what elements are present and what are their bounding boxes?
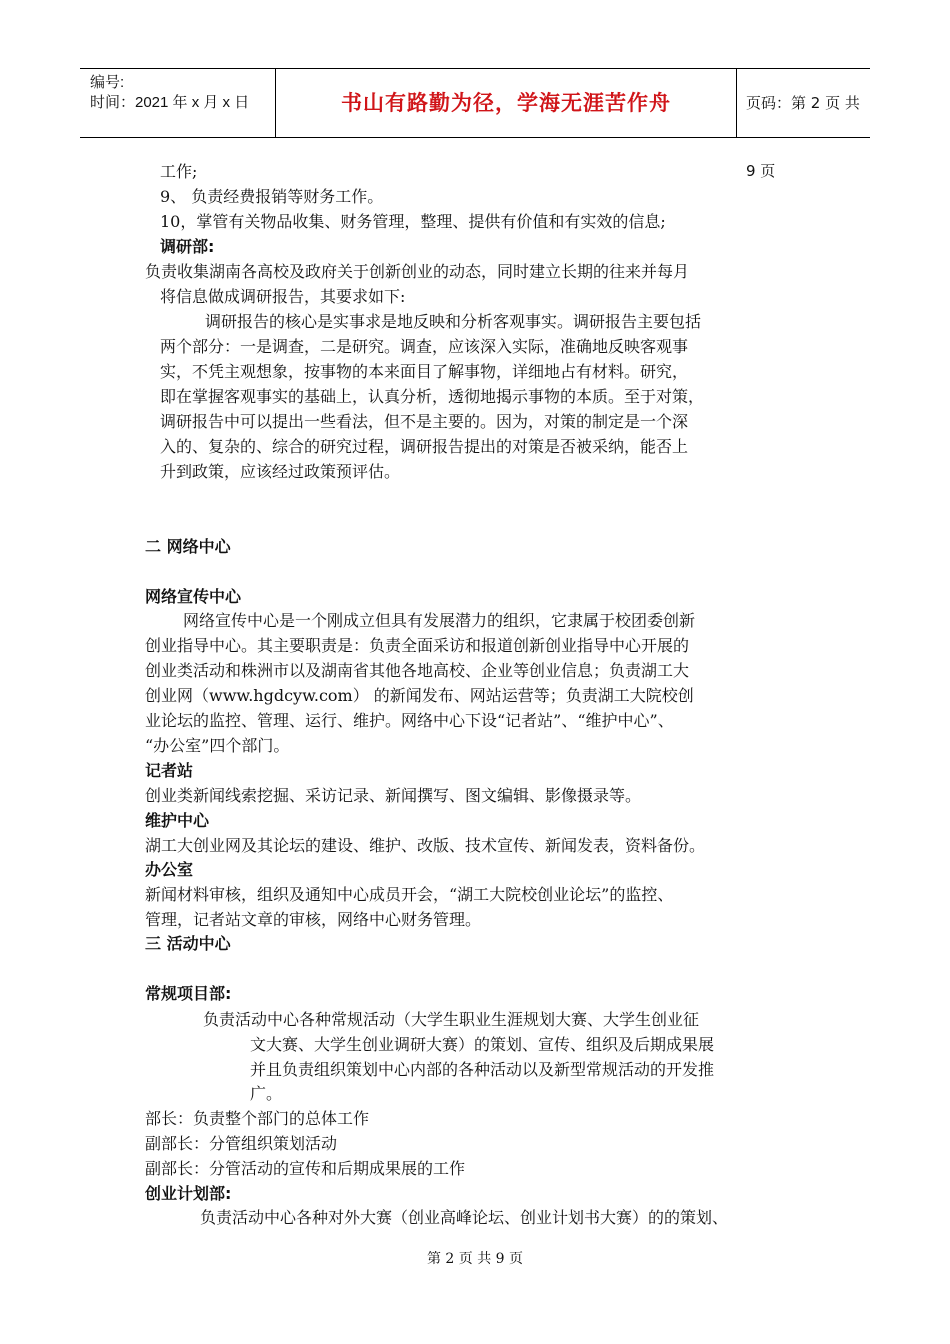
text-line: 业论坛的监控、管理、运行、维护。网络中心下设“记者站”、“维护中心”、 bbox=[145, 711, 674, 730]
text-line: 工作; bbox=[160, 162, 198, 181]
text-line: 两个部分：一是调查，二是研究。调查，应该深入实际，准确地反映客观事 bbox=[160, 337, 689, 356]
number-label: 编号: bbox=[90, 74, 125, 91]
subheading-regular-projects: 常规项目部: bbox=[145, 984, 232, 1003]
text-line: 副部长：分管活动的宣传和后期成果展的工作 bbox=[145, 1159, 466, 1178]
subheading-research-dept: 调研部: bbox=[160, 237, 215, 256]
time-label: 时间：2021 年 x 月 x 日 bbox=[90, 94, 250, 111]
subheading-venture-plan: 创业计划部: bbox=[145, 1184, 232, 1203]
text-line: 10，掌管有关物品收集、财务管理，整理、提供有价值和有实效的信息; bbox=[160, 212, 666, 231]
subheading-reporter-station: 记者站 bbox=[145, 761, 194, 780]
text-line: 实，不凭主观想象，按事物的本来面目了解事物，详细地占有材料。研究， bbox=[160, 362, 689, 381]
page-footer: 第 2 页 共 9 页 bbox=[426, 1251, 524, 1267]
text-line: 入的、复杂的、综合的研究过程，调研报告提出的对策是否被采纳，能否上 bbox=[160, 437, 689, 456]
text-line: 调研报告的核心是实事求是地反映和分析客观事实。调研报告主要包括 bbox=[205, 312, 702, 331]
header-page-label: 页码：第 2 页 共 9 页 bbox=[746, 94, 860, 180]
text-line: 管理，记者站文章的审核，网络中心财务管理。 bbox=[145, 910, 482, 929]
text-line: 广。 bbox=[250, 1084, 283, 1103]
text-line: “办公室”四个部门。 bbox=[145, 736, 290, 755]
subheading-office: 办公室 bbox=[145, 860, 194, 879]
text-line: 9、 负责经费报销等财务工作。 bbox=[160, 187, 384, 206]
text-line: 并且负责组织策划中心内部的各种活动以及新型常规活动的开发推 bbox=[250, 1060, 715, 1079]
text-line: 网络宣传中心是一个刚成立但具有发展潜力的组织，它隶属于校团委创新 bbox=[183, 611, 696, 630]
text-line: 将信息做成调研报告，其要求如下: bbox=[160, 287, 406, 306]
text-line: 创业网（www.hgdcyw.com） 的新闻发布、网站运营等；负责湖工大院校创 bbox=[145, 686, 694, 705]
section-heading-activity-center: 三 活动中心 bbox=[145, 934, 231, 953]
header-motto: 书山有路勤为径，学海无涯苦作舟 bbox=[276, 69, 737, 137]
text-line: 创业类活动和株洲市以及湖南省其他各地高校、企业等创业信息；负责湖工大 bbox=[145, 661, 690, 680]
text-line: 创业指导中心。其主要职责是：负责全面采访和报道创新创业指导中心开展的 bbox=[145, 636, 690, 655]
text-line: 调研报告中可以提出一些看法，但不是主要的。因为，对策的制定是一个深 bbox=[160, 412, 689, 431]
subheading-maintenance-center: 维护中心 bbox=[145, 811, 210, 830]
text-line: 负责活动中心各种对外大赛（创业高峰论坛、创业计划书大赛）的的策划、 bbox=[200, 1208, 729, 1227]
subheading-network-publicity: 网络宣传中心 bbox=[145, 587, 242, 606]
text-line: 负责收集湖南各高校及政府关于创新创业的动态，同时建立长期的往来并每月 bbox=[145, 262, 690, 281]
text-line: 创业类新闻线索挖掘、采访记录、新闻撰写、图文编辑、影像摄录等。 bbox=[145, 786, 642, 805]
text-line: 升到政策，应该经过政策预评估。 bbox=[160, 462, 401, 481]
text-line: 文大赛、大学生创业调研大赛）的策划、宣传、组织及后期成果展 bbox=[250, 1035, 715, 1054]
section-heading-network-center: 二 网络中心 bbox=[145, 537, 231, 556]
text-line: 副部长：分管组织策划活动 bbox=[145, 1134, 338, 1153]
text-line: 负责活动中心各种常规活动（大学生职业生涯规划大赛、大学生创业征 bbox=[203, 1010, 700, 1029]
text-line: 即在掌握客观事实的基础上，认真分析，透彻地揭示事物的本质。至于对策， bbox=[160, 387, 705, 406]
header-meta bbox=[80, 69, 276, 137]
text-line: 新闻材料审核，组织及通知中心成员开会，“湖工大院校创业论坛”的监控、 bbox=[145, 885, 674, 904]
text-line: 湖工大创业网及其论坛的建设、维护、改版、技术宣传、新闻发表，资料备份。 bbox=[145, 836, 706, 855]
text-line: 部长：负责整个部门的总体工作 bbox=[145, 1109, 370, 1128]
